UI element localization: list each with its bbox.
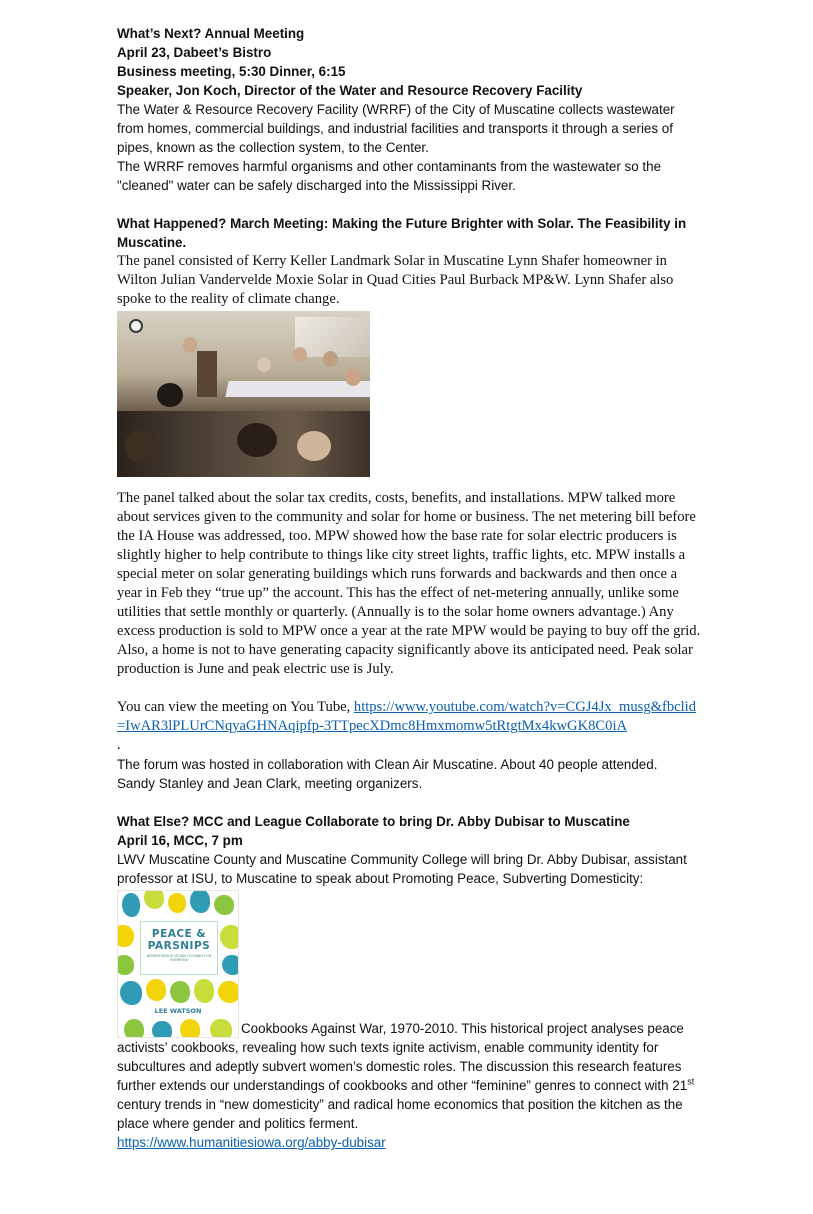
organizers-paragraph: Sandy Stanley and Jean Clark, meeting organizers. [117, 776, 423, 791]
dubisar-intro-1: LWV Muscatine County and Muscatine Community College will bring Dr. Abby Dubisar, assistant [117, 852, 687, 867]
book-subtitle: ADVENTUROUS VEGAN COOKING FOR EVERYONE [146, 954, 212, 962]
book-and-talk [117, 888, 702, 1133]
cover-vegetable-shape [146, 979, 166, 1001]
youtube-prefix: You can view the meeting on You Tube, [117, 699, 354, 715]
audience-figure [297, 431, 331, 461]
talk-text-a: Cookbooks Against War, 1970-2010. This historical project analyses peace activists’ cookbooks, revealing how such texts ignite activism, enable community identity for subcultures and adeptly subvert women’s domestic roles. The discussion this research features further extends our understandings of cookbooks and other “feminine” genres to connect with 21 [117, 1021, 688, 1093]
march-meeting-section [117, 214, 702, 793]
annual-meeting-date: April 23, Dabeet’s Bistro [117, 45, 272, 60]
dubisar-heading: What Else? MCC and League Collaborate to bring Dr. Abby Dubisar to Muscatine [117, 814, 630, 829]
annual-meeting-speaker: Speaker, Jon Koch, Director of the Water and Resource Recovery Facility [117, 83, 583, 98]
cover-vegetable-shape [190, 890, 210, 913]
cover-vegetable-shape [122, 893, 140, 917]
annual-meeting-heading: What’s Next? Annual Meeting [117, 26, 305, 41]
separator-dot: . [117, 737, 121, 753]
panelist-figure [293, 347, 307, 362]
cover-vegetable-shape [218, 981, 239, 1003]
talk-text-b: century trends in “new domesticity” and radical home economics that position the kitchen as the place where gender and politics ferment. [117, 1097, 683, 1131]
humanities-link-line [117, 1133, 702, 1152]
audience-figure [125, 429, 155, 463]
cover-vegetable-shape [220, 925, 239, 949]
audience-figure [237, 423, 277, 457]
cover-vegetable-shape [124, 1019, 144, 1038]
cover-vegetable-shape [194, 979, 214, 1003]
cover-vegetable-shape [168, 893, 186, 913]
book-author: LEE WATSON [154, 1007, 202, 1015]
cover-vegetable-shape [144, 890, 164, 909]
forum-paragraph: The forum was hosted in collaboration with Clean Air Muscatine. About 40 people attended. [117, 757, 658, 772]
panelist-figure [257, 357, 271, 372]
dubisar-section [117, 812, 702, 1152]
spacer [117, 679, 702, 698]
cover-vegetable-shape [210, 1019, 232, 1038]
panelist-figure [345, 369, 361, 386]
cover-vegetable-shape [170, 981, 190, 1003]
book-cover-image [117, 890, 239, 1038]
discussion-paragraph: The panel talked about the solar tax credits, costs, benefits, and installations. MPW talked more about services given to the community and solar for home or business. The net metering bill before the IA House was addressed, too. MPW showed how the base rate for solar electric producers is slightly higher to help contribute to things like city street lights, traffic lights, etc. MPW installs a special meter on solar generating buildings which runs forwards and backwards and then once a year in Feb they “true up” the account. This has the effect of net-metering annually, unlike some utilities that settle monthly or quarterly. (Annually is to the solar home owners advantage.) Any excess production is sold to MPW once a year at the rate MPW would be paying to buy off the grid. Also, a home is not to have generating capacity significantly above its anticipated need. Peak solar production is June and peak electric use is July. [117, 490, 701, 677]
youtube-paragraph [117, 698, 702, 736]
cover-vegetable-shape [120, 981, 142, 1005]
cover-vegetable-shape [117, 925, 134, 947]
cover-vegetable-shape [117, 955, 134, 975]
panel-paragraph: The panel consisted of Kerry Keller Landmark Solar in Muscatine Lynn Shafer homeowner in Wilton Julian Vandervelde Moxie Solar in Quad Cities Paul Burback MP&W. Lynn Shafer also spoke to the reality of climate change. [117, 253, 674, 307]
audience-figure [157, 383, 183, 407]
cover-title-box [140, 921, 218, 975]
youtube-link[interactable]: https://www.youtube.com/watch?v=CGJ4Jx_musg&fbclid=IwAR3lPLUrCNqyaGHNAqipfp-3TTpecXDmc8Hmxmomw5tRtgtMx4kwGK8C0iA [117, 699, 697, 734]
wall-clock-icon [129, 319, 143, 333]
wrrf-paragraph-1: The Water & Resource Recovery Facility (WRRF) of the City of Muscatine collects wastewater from homes, commercial buildings, and industrial facilities and transports it through a series of pipes, known as the collection system, to the Center. [117, 102, 675, 155]
talk-superscript: st [687, 1076, 695, 1087]
meeting-photo [117, 311, 370, 477]
march-meeting-heading: What Happened? March Meeting: Making the Future Brighter with Solar. The Feasibility in Muscatine. [117, 216, 687, 250]
spacer [117, 195, 702, 214]
podium [197, 351, 217, 397]
panelist-figure [323, 351, 338, 367]
cover-vegetable-shape [222, 955, 239, 975]
annual-meeting-times: Business meeting, 5:30 Dinner, 6:15 [117, 64, 346, 79]
cover-vegetable-shape [180, 1019, 200, 1038]
cover-vegetable-shape [152, 1021, 172, 1038]
book-title: PEACE & PARSNIPS [147, 928, 211, 952]
cover-vegetable-shape [214, 895, 234, 915]
newsletter-page [117, 24, 702, 1152]
wrrf-paragraph-2: The WRRF removes harmful organisms and other contaminants from the wastewater so the "cleaned" water can be safely discharged into the Mississippi River. [117, 159, 662, 193]
dubisar-intro-2: professor at ISU, to Muscatine to speak about Promoting Peace, Subverting Domesticity: [117, 871, 644, 886]
speaker-figure [183, 337, 197, 353]
annual-meeting-section [117, 24, 702, 195]
humanities-iowa-link[interactable]: https://www.humanitiesiowa.org/abby-dubisar [117, 1135, 386, 1150]
spacer [117, 793, 702, 812]
dubisar-date: April 16, MCC, 7 pm [117, 833, 243, 848]
